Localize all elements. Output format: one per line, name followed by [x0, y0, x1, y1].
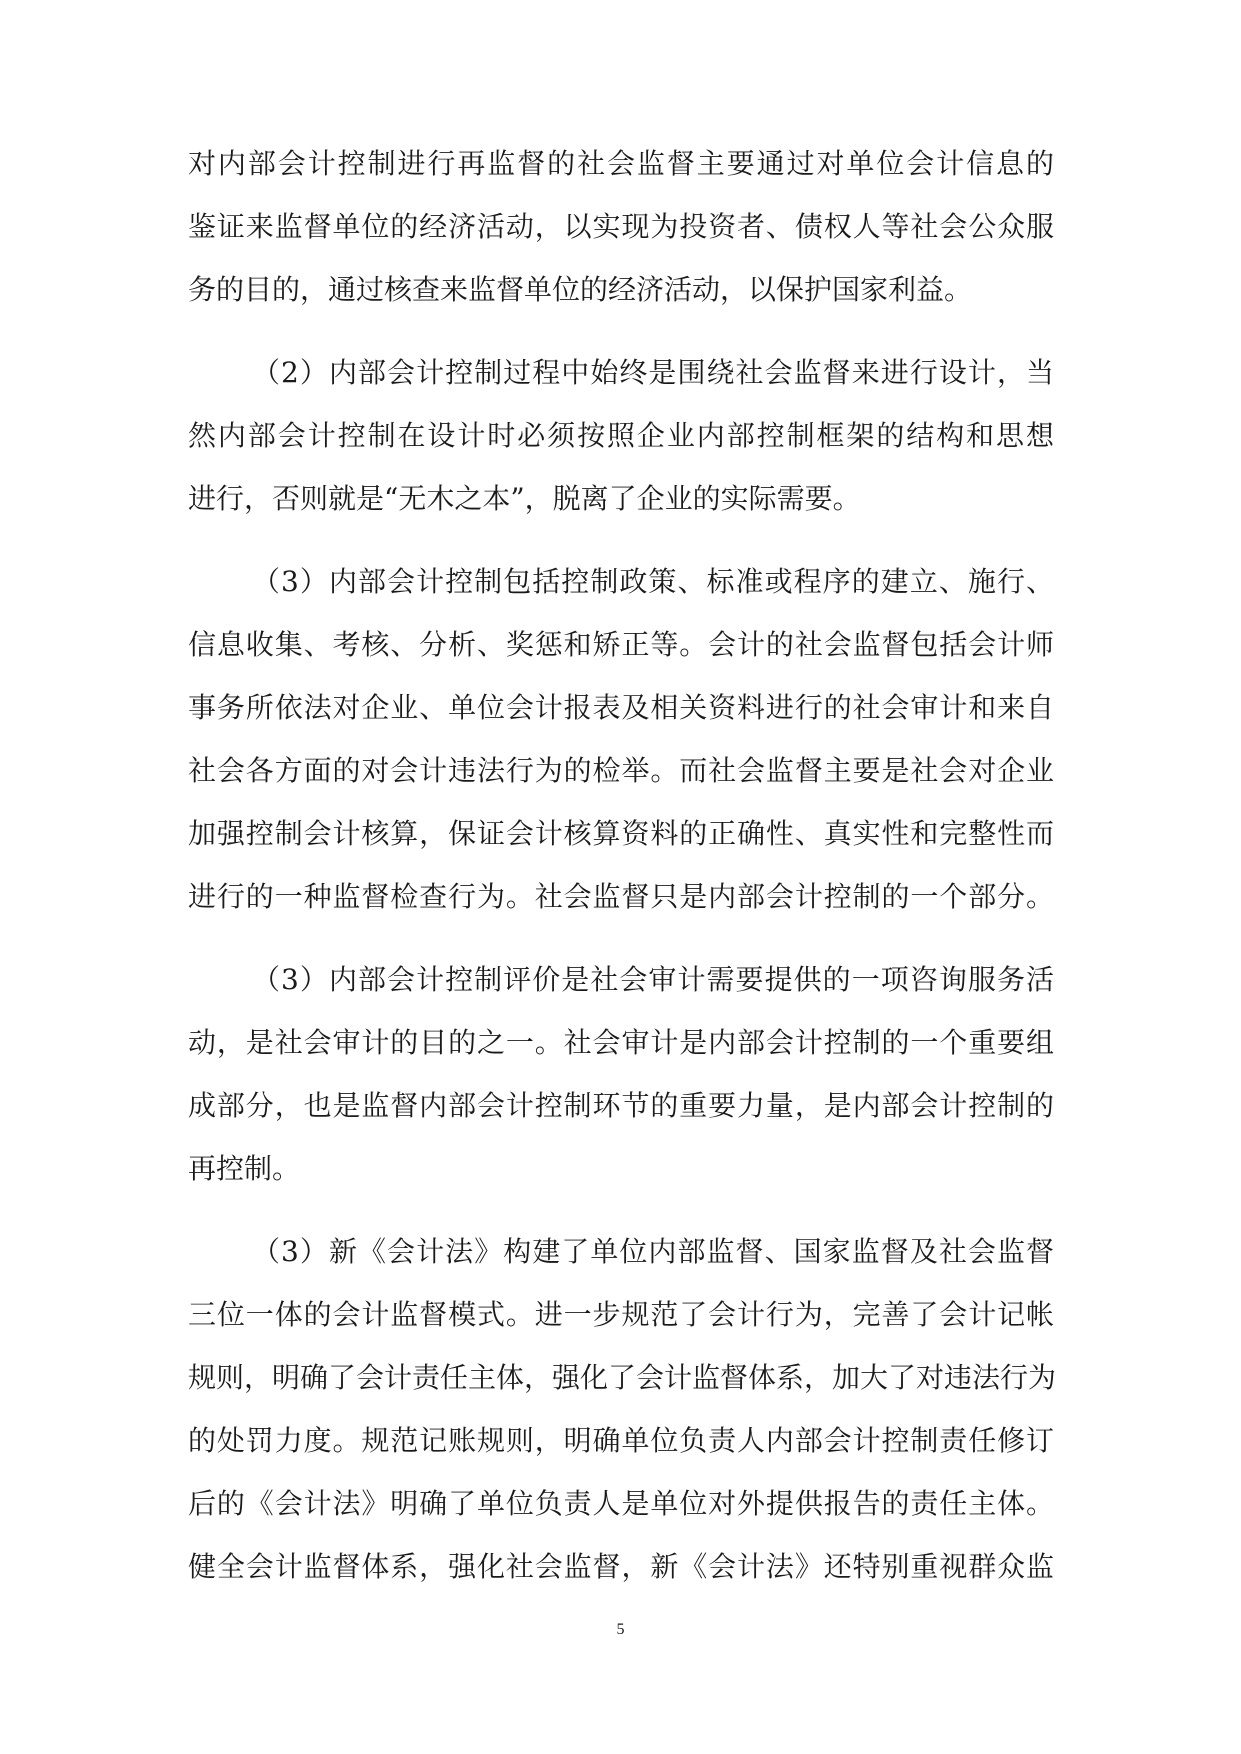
text-line: 后的《会计法》明确了单位负责人是单位对外提供报告的责任主体。 [188, 1487, 1054, 1520]
text-line: 加强控制会计核算，保证会计核算资料的正确性、真实性和完整性而 [188, 817, 1054, 850]
text-line: 社会各方面的对会计违法行为的检举。而社会监督主要是社会对企业 [188, 754, 1054, 787]
text-line: 进行的一种监督检查行为。社会监督只是内部会计控制的一个部分。 [188, 880, 1054, 913]
text-line: （3）内部会计控制包括控制政策、标准或程序的建立、施行、 [252, 565, 1054, 598]
text-line: 动，是社会审计的目的之一。社会审计是内部会计控制的一个重要组 [188, 1026, 1054, 1059]
text-line: （3）内部会计控制评价是社会审计需要提供的一项咨询服务活 [252, 963, 1054, 996]
text-line: 三位一体的会计监督模式。进一步规范了会计行为，完善了会计记帐 [188, 1298, 1054, 1331]
text-line: 务的目的，通过核查来监督单位的经济活动，以保护国家利益。 [188, 273, 973, 306]
page-number: 5 [616, 1621, 625, 1638]
text-line: 健全会计监督体系，强化社会监督，新《会计法》还特别重视群众监 [188, 1550, 1054, 1583]
text-line: 的处罚力度。规范记账规则，明确单位负责人内部会计控制责任修订 [188, 1424, 1054, 1457]
text-line: 信息收集、考核、分析、奖惩和矫正等。会计的社会监督包括会计师 [188, 628, 1054, 661]
text-line: 然内部会计控制在设计时必须按照企业内部控制框架的结构和思想 [188, 419, 1054, 452]
text-line: 成部分，也是监督内部会计控制环节的重要力量，是内部会计控制的 [188, 1089, 1054, 1122]
text-line: 进行，否则就是“无木之本”，脱离了企业的实际需要。 [188, 482, 861, 515]
text-line: （2）内部会计控制过程中始终是围绕社会监督来进行设计，当 [252, 356, 1054, 389]
text-line: 鉴证来监督单位的经济活动，以实现为投资者、债权人等社会公众服 [188, 210, 1054, 243]
text-line: 对内部会计控制进行再监督的社会监督主要通过对单位会计信息的 [188, 147, 1054, 180]
text-line: 事务所依法对企业、单位会计报表及相关资料进行的社会审计和来自 [188, 691, 1054, 724]
text-line: 再控制。 [188, 1152, 301, 1185]
text-line: （3）新《会计法》构建了单位内部监督、国家监督及社会监督 [252, 1235, 1054, 1268]
text-line: 规则，明确了会计责任主体，强化了会计监督体系，加大了对违法行为 [188, 1361, 1057, 1394]
